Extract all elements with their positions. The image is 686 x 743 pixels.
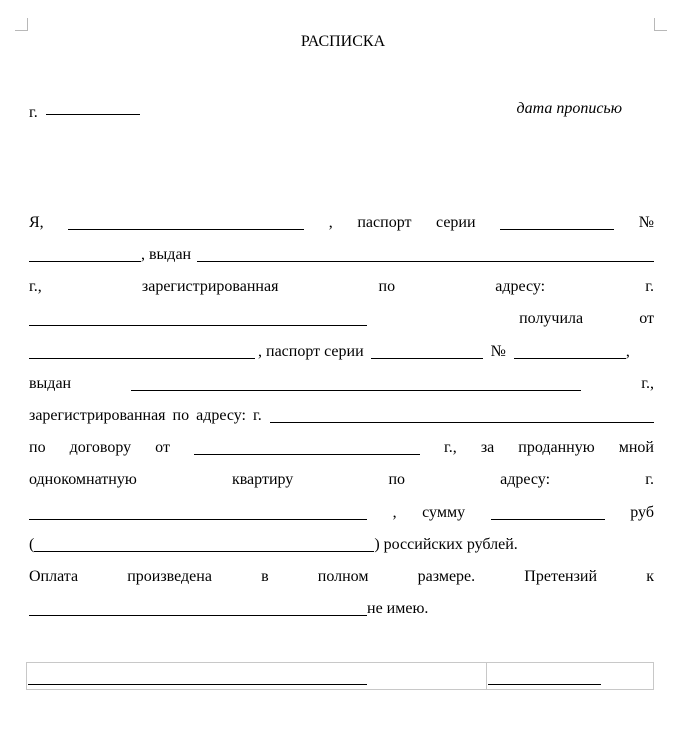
text-passport: паспорт <box>357 214 412 231</box>
text-to: к <box>646 568 654 585</box>
buyer-name-blank[interactable] <box>29 344 255 359</box>
contract-date-blank[interactable] <box>194 440 420 455</box>
text-made: произведена <box>127 568 212 585</box>
signature-blank[interactable] <box>488 670 601 685</box>
text-po: по <box>29 439 46 456</box>
sum-digits-blank[interactable] <box>491 505 605 520</box>
name-blank[interactable] <box>68 215 304 230</box>
crop-mark-top-right <box>654 18 667 31</box>
text-received: получила <box>519 310 584 327</box>
buyer-passport-number-blank[interactable] <box>514 344 626 359</box>
text-contract: договору <box>69 439 132 456</box>
city-field <box>29 100 140 122</box>
text-issued: выдан <box>29 375 72 392</box>
body-line-7 <box>29 405 654 425</box>
body-line-11 <box>29 534 654 554</box>
text-sold: проданную <box>518 439 595 456</box>
text-series: серии <box>436 214 476 231</box>
text-comma: , <box>625 343 630 360</box>
passport-series-blank[interactable] <box>500 215 614 230</box>
signature-table <box>26 662 654 690</box>
text-number-sign: № <box>638 214 654 231</box>
text-me: мной <box>618 439 654 456</box>
text-comma: , <box>392 504 397 521</box>
body-line-4 <box>29 308 654 328</box>
sum-words-blank[interactable] <box>34 537 374 552</box>
text-ya: Я, <box>29 214 44 231</box>
crop-mark-top-left <box>15 18 28 31</box>
text-g: г., <box>29 278 42 295</box>
address-blank[interactable] <box>29 311 367 326</box>
table-divider <box>486 663 487 689</box>
body-line-5 <box>29 341 654 361</box>
body-line-1 <box>29 212 654 232</box>
buyer-address-blank[interactable] <box>270 408 654 423</box>
text-apartment: квартиру <box>231 471 294 488</box>
text-number-sign: № <box>490 343 506 360</box>
text-from: от <box>155 439 170 456</box>
buyer-passport-series-blank[interactable] <box>371 344 483 359</box>
city-blank[interactable] <box>46 100 140 115</box>
body-line-3 <box>29 276 654 296</box>
text-po: по <box>388 471 406 488</box>
text-no-claims: не имею. <box>367 600 429 617</box>
body-line-8 <box>29 437 654 457</box>
text-address: адресу: <box>495 278 546 295</box>
apartment-address-blank[interactable] <box>29 505 367 520</box>
body-line-6 <box>29 373 654 393</box>
signature-name-blank[interactable] <box>28 670 367 685</box>
text-for: за <box>480 439 495 456</box>
text-one-room: однокомнатную <box>29 471 137 488</box>
body-line-2 <box>29 244 654 264</box>
body-line-10 <box>29 502 654 522</box>
text-issued: , выдан <box>141 246 192 263</box>
date-placeholder: дата прописью <box>516 100 622 117</box>
text-comma: , <box>328 214 333 231</box>
text-address: адресу: <box>500 471 551 488</box>
text-passport-series: , паспорт серии <box>258 343 364 360</box>
city-prefix: г. <box>29 104 38 121</box>
text-g: г., <box>444 439 457 456</box>
buyer-issued-by-blank[interactable] <box>131 376 581 391</box>
text-in: в <box>261 568 269 585</box>
text-sum: сумму <box>422 504 466 521</box>
text-rub: руб <box>630 504 654 521</box>
body-line-9 <box>29 469 654 489</box>
text-claims: Претензий <box>524 568 598 585</box>
text-amount: размере. <box>417 568 476 585</box>
issued-by-blank[interactable] <box>197 247 654 262</box>
text-from: от <box>639 310 654 327</box>
passport-number-blank[interactable] <box>29 247 141 262</box>
body-line-13 <box>29 598 654 618</box>
body-line-12 <box>29 566 654 586</box>
text-g: г. <box>645 471 654 488</box>
document-title: РАСПИСКА <box>300 33 386 50</box>
text-russian-rubles: ) российских рублей. <box>374 536 518 553</box>
text-po: по <box>378 278 396 295</box>
text-registered: зарегистрированная <box>141 278 279 295</box>
text-full: полном <box>317 568 369 585</box>
text-paren-open: ( <box>29 536 35 553</box>
text-g: г., <box>641 375 654 392</box>
text-payment: Оплата <box>29 568 79 585</box>
text-registered-address: зарегистрированная по адресу: г. <box>29 407 262 424</box>
text-g: г. <box>645 278 654 295</box>
seller-name-blank[interactable] <box>29 601 367 616</box>
